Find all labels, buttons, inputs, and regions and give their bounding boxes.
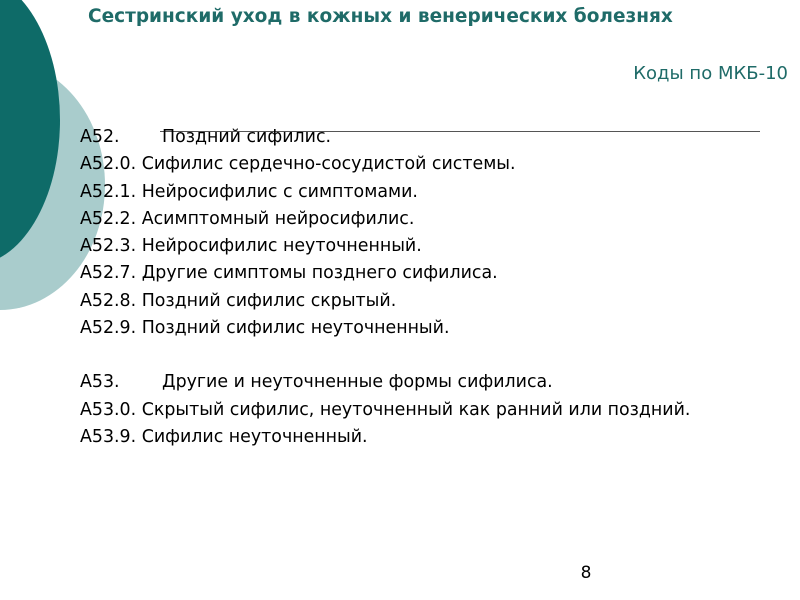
code-description: Нейросифилис неуточненный. (141, 236, 422, 257)
code-entry-a52-0 (80, 151, 770, 178)
code-label: А53.9. (80, 426, 137, 447)
code-description: Поздний сифилис. (162, 127, 332, 147)
code-entry-a52-2 (80, 206, 770, 233)
code-description: Сифилис неуточненный. (141, 426, 368, 447)
code-entry-a52-1 (80, 179, 770, 206)
code-description: Скрытый сифилис, неуточненный как ранний или поздний. (141, 399, 691, 420)
slide-title: Сестринский уход в кожных и венерических болезнях (88, 6, 673, 27)
code-entry-a53 (80, 369, 770, 396)
code-description: Нейросифилис с симптомами. (141, 181, 418, 202)
page-number: 8 (580, 563, 592, 583)
code-group-a53 (80, 369, 770, 451)
code-entry-a53-0 (80, 397, 770, 424)
code-entry-a52 (80, 124, 770, 151)
code-label: А52.2. (80, 208, 137, 229)
code-description: Другие симптомы позднего сифилиса. (141, 263, 498, 284)
code-group-a52 (80, 124, 770, 342)
code-description: Поздний сифилис неуточненный. (141, 318, 450, 339)
code-label: А53.0. (80, 399, 137, 420)
code-label: А52.8. (80, 290, 137, 311)
code-entry-a52-3 (80, 233, 770, 260)
code-label: А52.9. (80, 318, 137, 339)
slide-subtitle: Коды по МКБ-10 (633, 63, 788, 84)
code-description: Асимптомный нейросифилис. (141, 208, 415, 229)
code-label: А52. (80, 127, 120, 147)
code-description: Поздний сифилис скрытый. (141, 290, 397, 311)
icd-code-list (80, 124, 770, 451)
group-spacer (80, 342, 770, 369)
code-description: Другие и неуточненные формы сифилиса. (162, 372, 553, 393)
code-entry-a52-9 (80, 315, 770, 342)
code-label: А52.3. (80, 236, 137, 257)
code-label: А52.7. (80, 263, 137, 284)
code-label: А53. (80, 372, 120, 393)
code-entry-a53-9 (80, 424, 770, 451)
code-description: Сифилис сердечно-сосудистой системы. (141, 154, 516, 175)
code-entry-a52-8 (80, 288, 770, 315)
code-label: А52.0. (80, 154, 137, 175)
code-entry-a52-7 (80, 260, 770, 287)
code-label: А52.1. (80, 181, 137, 202)
